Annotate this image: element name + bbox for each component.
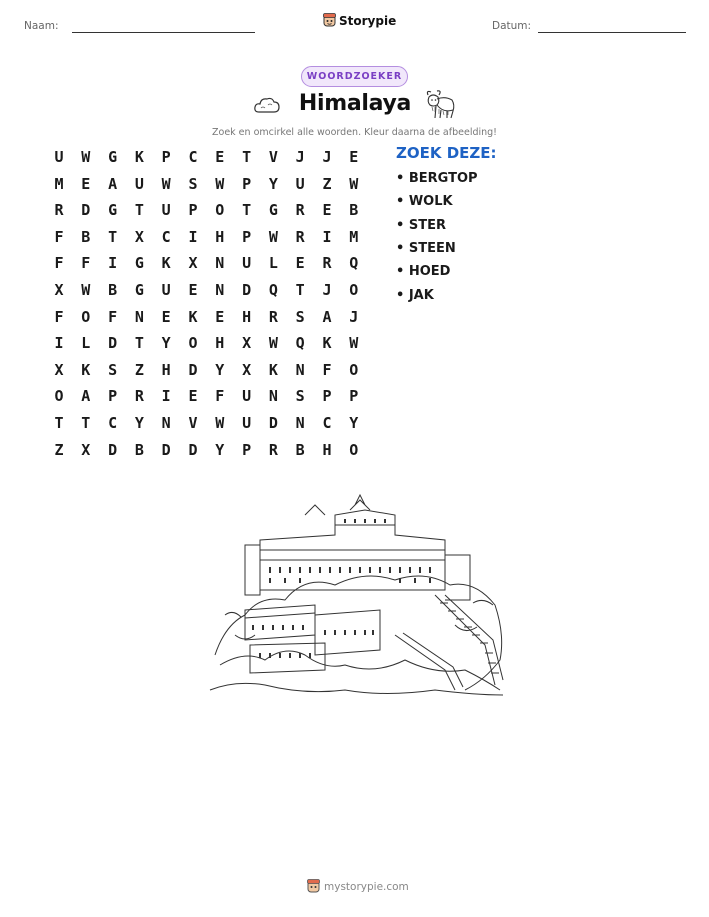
grid-letter[interactable]: X bbox=[242, 334, 252, 353]
grid-letter[interactable]: S bbox=[108, 360, 118, 379]
grid-letter[interactable]: P bbox=[108, 387, 118, 406]
name-line bbox=[72, 32, 255, 33]
grid-letter[interactable]: X bbox=[54, 360, 64, 379]
grid-letter[interactable]: U bbox=[242, 254, 252, 273]
grid-letter[interactable]: Y bbox=[215, 360, 225, 379]
grid-letter[interactable]: D bbox=[108, 334, 118, 353]
grid-letter[interactable]: N bbox=[134, 307, 144, 326]
grid-letter[interactable]: E bbox=[322, 201, 332, 220]
grid-letter[interactable]: F bbox=[108, 307, 118, 326]
word-list-item: • JAK bbox=[396, 287, 434, 303]
grid-letter[interactable]: W bbox=[268, 227, 278, 246]
grid-letter[interactable]: R bbox=[268, 440, 278, 459]
grid-letter[interactable]: G bbox=[268, 201, 278, 220]
storypie-mascot-icon bbox=[307, 879, 320, 894]
cloud-icon bbox=[253, 94, 281, 116]
grid-letter[interactable]: T bbox=[295, 281, 305, 299]
instructions-text: Zoek en omcirkel alle woorden. Kleur daarna de afbeelding! bbox=[212, 127, 497, 138]
grid-letter[interactable]: I bbox=[322, 227, 332, 246]
grid-letter[interactable]: S bbox=[188, 174, 198, 193]
grid-letter[interactable]: W bbox=[349, 174, 359, 193]
grid-letter[interactable]: S bbox=[295, 307, 305, 326]
grid-letter[interactable]: N bbox=[295, 414, 305, 432]
grid-letter[interactable]: Y bbox=[134, 414, 144, 432]
grid-letter[interactable]: Z bbox=[54, 440, 64, 459]
grid-letter[interactable]: K bbox=[322, 334, 332, 353]
grid-letter[interactable]: P bbox=[349, 387, 359, 406]
grid-letter[interactable]: E bbox=[188, 387, 198, 406]
grid-letter[interactable]: O bbox=[349, 281, 359, 299]
grid-letter[interactable]: L bbox=[81, 334, 91, 353]
grid-letter[interactable]: O bbox=[81, 307, 91, 326]
footer bbox=[307, 879, 409, 894]
grid-letter[interactable]: Q bbox=[295, 334, 305, 353]
grid-letter[interactable]: U bbox=[242, 387, 252, 406]
grid-letter[interactable]: E bbox=[81, 174, 91, 193]
grid-letter[interactable]: K bbox=[81, 360, 91, 379]
grid-letter[interactable]: O bbox=[215, 201, 225, 220]
grid-letter[interactable]: E bbox=[188, 281, 198, 299]
page-title: Himalaya bbox=[298, 91, 412, 116]
grid-letter[interactable]: O bbox=[349, 360, 359, 379]
grid-letter[interactable]: Q bbox=[268, 281, 278, 299]
grid-letter[interactable]: M bbox=[54, 174, 64, 193]
grid-letter[interactable]: J bbox=[322, 281, 332, 299]
grid-letter[interactable]: N bbox=[215, 254, 225, 273]
grid-letter[interactable]: U bbox=[54, 148, 64, 166]
grid-letter[interactable]: W bbox=[215, 174, 225, 193]
storypie-mascot-icon bbox=[323, 13, 336, 28]
grid-letter[interactable]: T bbox=[54, 414, 64, 432]
grid-letter[interactable]: J bbox=[322, 148, 332, 166]
grid-letter[interactable]: H bbox=[161, 360, 171, 379]
grid-letter[interactable]: E bbox=[161, 307, 171, 326]
grid-letter[interactable]: W bbox=[81, 148, 91, 166]
grid-letter[interactable]: W bbox=[268, 334, 278, 353]
grid-letter[interactable]: P bbox=[322, 387, 332, 406]
grid-letter[interactable]: A bbox=[322, 307, 332, 326]
grid-letter[interactable]: E bbox=[295, 254, 305, 273]
grid-letter[interactable]: U bbox=[134, 174, 144, 193]
grid-letter[interactable]: I bbox=[108, 254, 118, 273]
grid-letter[interactable]: V bbox=[188, 414, 198, 432]
grid-letter[interactable]: W bbox=[349, 334, 359, 353]
grid-letter[interactable]: R bbox=[134, 387, 144, 406]
grid-letter[interactable]: X bbox=[134, 227, 144, 246]
grid-letter[interactable]: B bbox=[349, 201, 359, 220]
grid-letter[interactable]: A bbox=[108, 174, 118, 193]
grid-letter[interactable]: F bbox=[322, 360, 332, 379]
grid-letter[interactable]: K bbox=[188, 307, 198, 326]
grid-letter[interactable]: U bbox=[242, 414, 252, 432]
date-line bbox=[538, 32, 686, 33]
grid-letter[interactable]: R bbox=[295, 201, 305, 220]
grid-letter[interactable]: D bbox=[161, 440, 171, 459]
grid-letter[interactable]: I bbox=[188, 227, 198, 246]
grid-letter[interactable]: F bbox=[215, 387, 225, 406]
grid-letter[interactable]: E bbox=[215, 307, 225, 326]
grid-letter[interactable]: R bbox=[295, 227, 305, 246]
grid-letter[interactable]: O bbox=[188, 334, 198, 353]
grid-letter[interactable]: X bbox=[81, 440, 91, 459]
grid-letter[interactable]: R bbox=[322, 254, 332, 273]
footer-url: mystorypie.com bbox=[324, 880, 409, 893]
grid-letter[interactable]: Z bbox=[322, 174, 332, 193]
grid-letter[interactable]: J bbox=[349, 307, 359, 326]
grid-letter[interactable]: F bbox=[54, 254, 64, 273]
grid-letter[interactable]: I bbox=[54, 334, 64, 353]
grid-letter[interactable]: Y bbox=[161, 334, 171, 353]
grid-letter[interactable]: F bbox=[54, 227, 64, 246]
grid-letter[interactable]: W bbox=[81, 281, 91, 299]
grid-letter[interactable]: G bbox=[108, 148, 118, 166]
potala-palace-illustration bbox=[205, 485, 505, 697]
grid-letter[interactable]: P bbox=[242, 174, 252, 193]
grid-letter[interactable]: T bbox=[134, 334, 144, 353]
grid-letter[interactable]: X bbox=[188, 254, 198, 273]
word-list-item: • BERGTOP bbox=[396, 171, 478, 186]
grid-letter[interactable]: F bbox=[81, 254, 91, 273]
grid-letter[interactable]: U bbox=[161, 281, 171, 299]
brand-name: Storypie bbox=[339, 13, 397, 28]
grid-letter[interactable]: D bbox=[108, 440, 118, 459]
grid-letter[interactable]: M bbox=[349, 227, 359, 246]
grid-letter[interactable]: H bbox=[215, 334, 225, 353]
grid-letter[interactable]: D bbox=[188, 440, 198, 459]
grid-letter[interactable]: C bbox=[161, 227, 171, 246]
grid-letter[interactable]: R bbox=[268, 307, 278, 326]
grid-letter[interactable]: W bbox=[215, 414, 225, 432]
grid-letter[interactable]: T bbox=[108, 227, 118, 246]
grid-letter[interactable]: T bbox=[242, 148, 252, 166]
word-list-title: ZOEK DEZE: bbox=[396, 144, 497, 162]
grid-letter[interactable]: B bbox=[295, 440, 305, 459]
yak-icon bbox=[423, 89, 457, 121]
grid-letter[interactable]: D bbox=[242, 281, 252, 299]
grid-letter[interactable]: C bbox=[322, 414, 332, 432]
grid-letter[interactable]: P bbox=[188, 201, 198, 220]
grid-letter[interactable]: B bbox=[134, 440, 144, 459]
grid-letter[interactable]: B bbox=[81, 227, 91, 246]
grid-letter[interactable]: Z bbox=[134, 360, 144, 379]
grid-letter[interactable]: K bbox=[268, 360, 278, 379]
grid-letter[interactable]: T bbox=[134, 201, 144, 220]
grid-letter[interactable]: P bbox=[161, 148, 171, 166]
word-list-item: • HOED bbox=[396, 264, 451, 280]
grid-letter[interactable]: Y bbox=[349, 414, 359, 432]
grid-letter[interactable]: I bbox=[161, 387, 171, 406]
grid-letter[interactable]: Y bbox=[268, 174, 278, 193]
grid-letter[interactable]: N bbox=[268, 387, 278, 406]
grid-letter[interactable]: H bbox=[242, 307, 252, 326]
grid-letter[interactable]: T bbox=[242, 201, 252, 220]
grid-letter[interactable]: Y bbox=[215, 440, 225, 459]
storypie-logo bbox=[323, 13, 396, 28]
grid-letter[interactable]: Q bbox=[349, 254, 359, 273]
grid-letter[interactable]: C bbox=[188, 148, 198, 166]
grid-letter[interactable]: U bbox=[161, 201, 171, 220]
grid-letter[interactable]: X bbox=[54, 281, 64, 299]
word-list-item: • STEEN bbox=[396, 240, 456, 256]
grid-letter[interactable]: H bbox=[215, 227, 225, 246]
word-list-item: • WOLK bbox=[396, 194, 453, 210]
grid-letter[interactable]: D bbox=[188, 360, 198, 379]
grid-letter[interactable]: V bbox=[268, 148, 278, 166]
grid-letter[interactable]: O bbox=[54, 387, 64, 406]
grid-letter[interactable]: E bbox=[349, 148, 359, 166]
grid-letter[interactable]: L bbox=[268, 254, 278, 273]
grid-letter[interactable]: A bbox=[81, 387, 91, 406]
grid-letter[interactable]: G bbox=[134, 281, 144, 299]
grid-letter[interactable]: N bbox=[215, 281, 225, 299]
grid-letter[interactable]: X bbox=[242, 360, 252, 379]
grid-letter[interactable]: P bbox=[242, 440, 252, 459]
word-list-item: • STER bbox=[396, 217, 446, 233]
grid-letter[interactable]: F bbox=[54, 307, 64, 326]
worksheet-type-badge: WOORDZOEKER bbox=[301, 66, 408, 87]
grid-letter[interactable]: P bbox=[242, 227, 252, 246]
grid-letter[interactable]: J bbox=[295, 148, 305, 166]
grid-letter[interactable]: D bbox=[268, 414, 278, 432]
grid-letter[interactable]: N bbox=[295, 360, 305, 379]
grid-letter[interactable]: R bbox=[54, 201, 64, 220]
date-label: Datum: bbox=[492, 20, 532, 32]
grid-letter[interactable]: G bbox=[134, 254, 144, 273]
grid-letter[interactable]: K bbox=[134, 148, 144, 166]
grid-letter[interactable]: B bbox=[108, 281, 118, 299]
grid-letter[interactable]: K bbox=[161, 254, 171, 273]
grid-letter[interactable]: W bbox=[161, 174, 171, 193]
grid-letter[interactable]: U bbox=[295, 174, 305, 193]
grid-letter[interactable]: N bbox=[161, 414, 171, 432]
grid-letter[interactable]: O bbox=[349, 440, 359, 459]
grid-letter[interactable]: H bbox=[322, 440, 332, 459]
grid-letter[interactable]: C bbox=[108, 414, 118, 432]
grid-letter[interactable]: T bbox=[81, 414, 91, 432]
grid-letter[interactable]: G bbox=[108, 201, 118, 220]
grid-letter[interactable]: S bbox=[295, 387, 305, 406]
name-label: Naam: bbox=[24, 20, 59, 32]
grid-letter[interactable]: E bbox=[215, 148, 225, 166]
grid-letter[interactable]: D bbox=[81, 201, 91, 220]
